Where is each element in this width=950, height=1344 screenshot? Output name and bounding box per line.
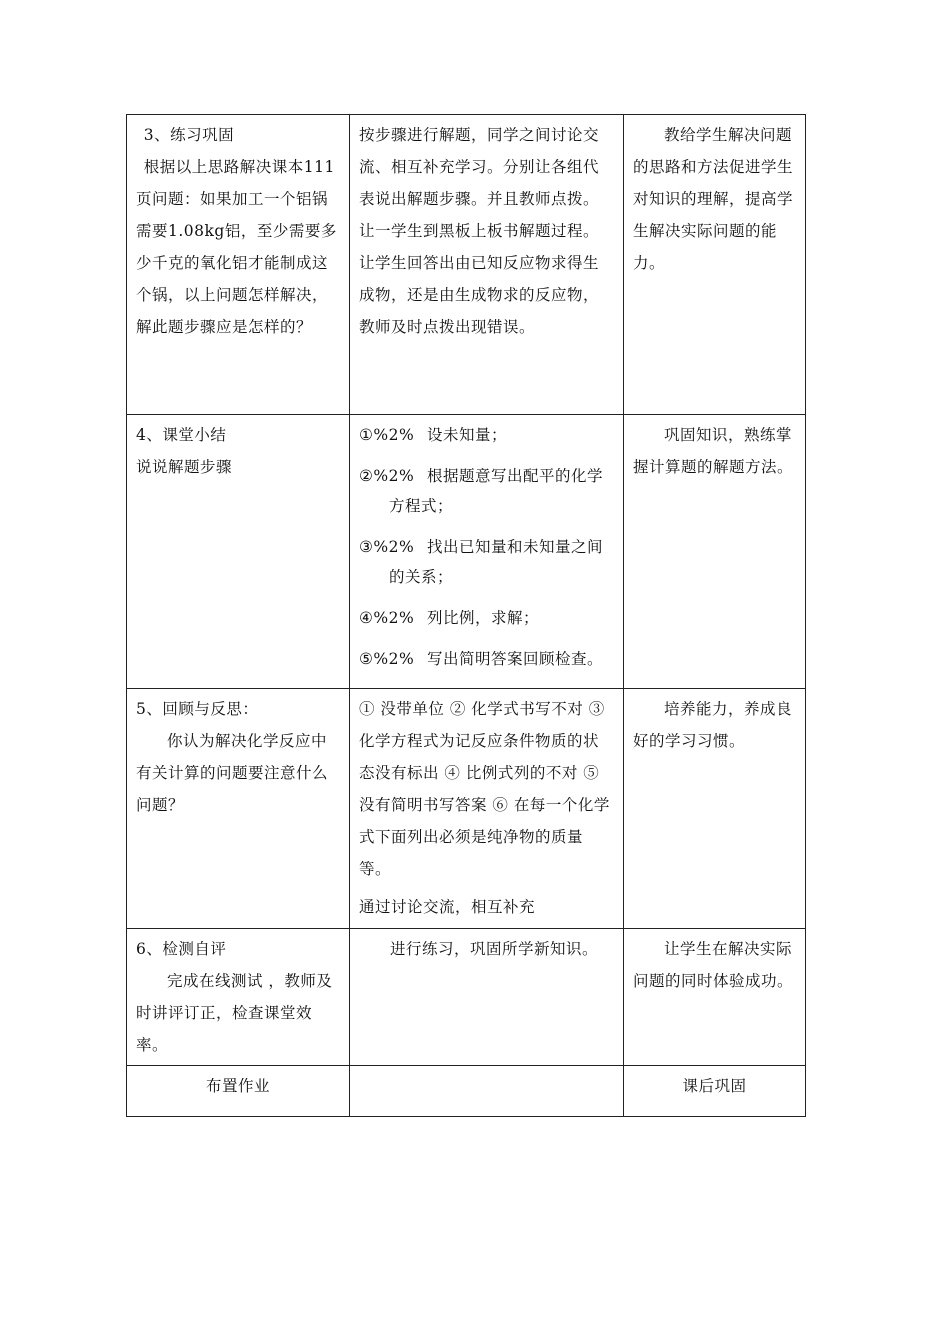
student-activity-text: 按步骤进行解题，同学之间讨论交流、相互补充学习。分别让各组代表说出解题步骤。并且教师点拨。让一学生到黑板上板书解题过程。让学生回答出由已知反应物求得生成物，还是由生成物求的反应物，教师及时点拨出现错误。	[359, 126, 600, 336]
step-text: 设未知量；	[427, 426, 508, 444]
step-item	[359, 643, 614, 675]
activity-cell	[127, 689, 350, 929]
intent-cell	[624, 689, 806, 929]
activity-text: 你认为解决化学反应中有关计算的问题要注意什么问题？	[136, 732, 329, 814]
step-number: ⑤%2%	[359, 650, 415, 668]
step-number: ③%2%	[359, 538, 415, 556]
table-row	[127, 929, 806, 1066]
section-title: 5、回顾与反思：	[136, 700, 259, 718]
activity-cell	[127, 115, 350, 415]
lesson-plan-table	[126, 114, 806, 1117]
step-text: 写出简明答案回顾检查。	[427, 650, 604, 668]
step-item	[359, 531, 614, 593]
step-item	[359, 602, 614, 634]
intent-cell	[624, 929, 806, 1066]
intent-cell	[624, 115, 806, 415]
step-text: 根据题意写出配平的化学	[427, 467, 604, 485]
intent-cell	[624, 415, 806, 689]
step-number: ④%2%	[359, 609, 415, 627]
step-text: 列比例，求解；	[427, 609, 540, 627]
activity-text: 完成在线测试 ，教师及时讲评订正，检查课堂效率。	[136, 972, 333, 1054]
student-activity-text: 进行练习，巩固所学新知识。	[390, 940, 599, 958]
step-item	[359, 460, 614, 522]
activity-cell	[127, 415, 350, 689]
section-title: 4、课堂小结	[136, 426, 227, 444]
table-row	[127, 415, 806, 689]
section-title: 6、检测自评	[136, 940, 227, 958]
table-row	[127, 1066, 806, 1117]
intent-text: 让学生在解决实际问题的同时体验成功。	[633, 940, 794, 990]
step-item	[359, 419, 614, 451]
homework-content-cell	[350, 1066, 624, 1117]
student-activity-cell	[350, 115, 624, 415]
homework-label-cell	[127, 1066, 350, 1117]
steps-cell	[350, 415, 624, 689]
activity-text: 说说解题步骤	[136, 458, 233, 476]
intent-text: 培养能力，养成良好的学习习惯。	[633, 700, 793, 750]
intent-text: 巩固知识，熟练掌握计算题的解题方法。	[633, 426, 794, 476]
step-text: 找出已知量和未知量之间	[427, 538, 604, 556]
student-activity-cell	[350, 929, 624, 1066]
table-row	[127, 115, 806, 415]
step-continuation: 的关系；	[389, 568, 454, 586]
homework-intent: 课后巩固	[682, 1077, 747, 1095]
table-row	[127, 689, 806, 929]
student-activity-note: 通过讨论交流，相互补充	[359, 898, 536, 916]
homework-intent-cell	[624, 1066, 806, 1117]
activity-text: 根据以上思路解决课本111页问题：如果加工一个铝锅需要1.08kg铝，至少需要多少千克的氧化铝才能制成这个锅，以上问题怎样解决，解此题步骤应是怎样的？	[136, 158, 337, 336]
activity-cell	[127, 929, 350, 1066]
step-continuation: 方程式；	[389, 497, 454, 515]
step-number: ①%2%	[359, 426, 415, 444]
student-activity-cell	[350, 689, 624, 929]
intent-text: 教给学生解决问题的思路和方法促进学生对知识的理解，提高学生解决实际问题的能力。	[633, 126, 794, 272]
homework-label: 布置作业	[205, 1077, 270, 1095]
step-number: ②%2%	[359, 467, 415, 485]
section-title: 3、练习巩固	[143, 126, 235, 144]
student-activity-text: ① 没带单位 ② 化学式书写不对 ③ 化学方程式为记反应条件物质的状态没有标出 ④ 比例式列的不对 ⑤ 没有简明书写答案 ⑥ 在每一个化学式下面列出必须是纯净物的质量等。	[359, 700, 610, 878]
